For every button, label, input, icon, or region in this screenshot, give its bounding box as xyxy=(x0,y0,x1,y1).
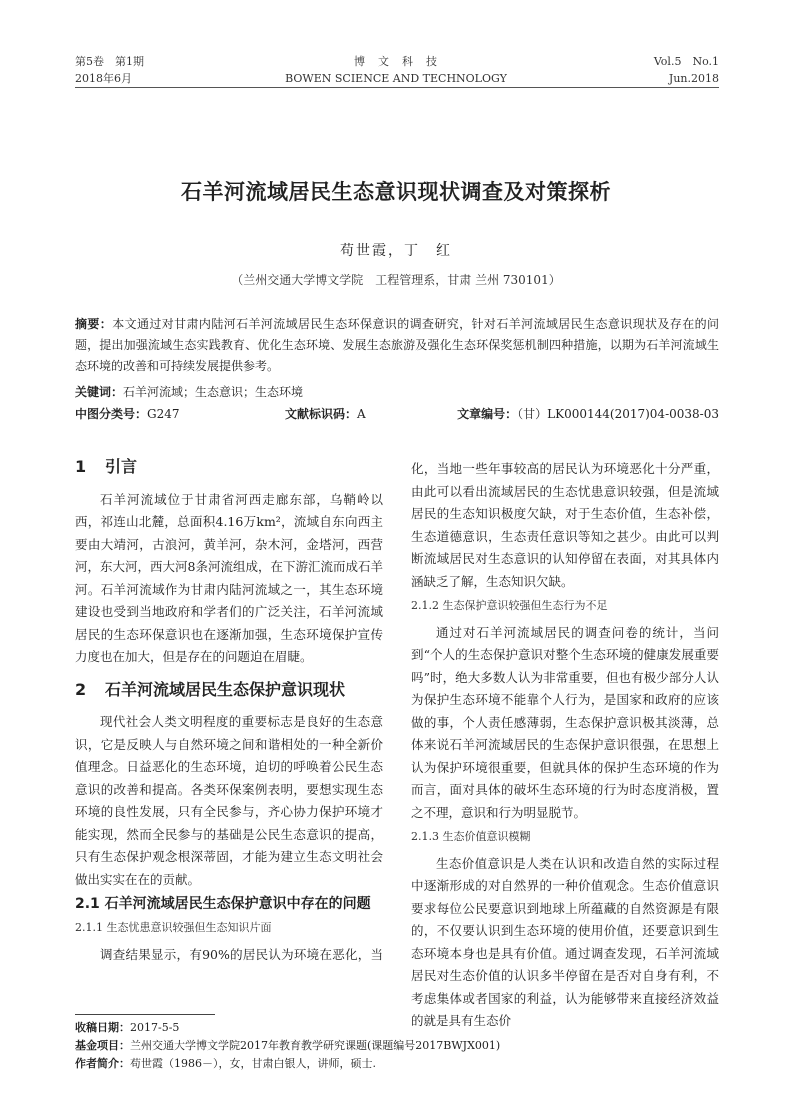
article-number-value: （甘）LK000144(2017)04-0038-03 xyxy=(517,407,719,421)
section-2-heading xyxy=(75,679,383,702)
header-rule xyxy=(75,87,719,88)
clc-label: 中图分类号： xyxy=(75,407,148,421)
header-journal-en: BOWEN SCIENCE AND TECHNOLOGY xyxy=(285,72,507,85)
received-label: 收稿日期： xyxy=(75,1021,130,1034)
section-1-title: 引言 xyxy=(105,457,138,476)
paper-title: 石羊河流域居民生态意识现状调查及对策探析 xyxy=(181,180,611,204)
author-bio-text: 苟世霞（1986－），女，甘肃白银人，讲师，硕士. xyxy=(130,1057,376,1070)
section-2-title: 石羊河流域居民生态保护意识现状 xyxy=(105,679,346,699)
paper-affiliation: （兰州交通大学博文学院 工程管理系，甘肃 兰州 730101） xyxy=(231,273,561,287)
abstract xyxy=(75,314,719,377)
received-date: 2017-5-5 xyxy=(130,1021,180,1034)
header-date-en: Jun.2018 xyxy=(668,72,719,85)
keywords-text: 石羊河流域；生态意识；生态环境 xyxy=(123,385,304,399)
section-1-paragraph: 石羊河流域位于甘肃省河西走廊东部，乌鞘岭以西，祁连山北麓，总面积4.16万km²，流域自东向西主要由大靖河，古浪河，黄羊河，杂木河，金塔河，西营河，东大河，西大河8条河流组成，在下游汇流而成石羊河。石羊河流域作为甘肃内陆河流域之一，其生态环境建设也受到当地政府和学者们的广泛关注，石羊河流域居民的生态环保意识也在逐渐加强，生态环境保护宣传力度也在加大，但是存在的问题迫在眉睫。 xyxy=(75,491,383,664)
paper-authors: 苟世霞，丁 红 xyxy=(340,243,452,259)
clc-value: G247 xyxy=(147,407,180,421)
section-2-paragraph: 现代社会人类文明程度的重要标志是良好的生态意识，它是反映人与自然环境之间和谐相处的一种全新价值理念。日益恶化的生态环境，迫切的呼唤着公民生态意识的改善和提高。各类环保案例表明，要想实现生态环境的良性发展，只有全民参与，齐心协力保护环境才能实现，然而全民参与的基础是公民生态意识的提高，只有生态保护观念根深蒂固，才能为建立生态文明社会做出实实在在的贡献。 xyxy=(75,714,383,887)
section-2-1-3-paragraph: 生态价值意识是人类在认识和改造自然的实际过程中逐渐形成的对自然界的一种价值观念。生态价值意识要求每位公民要意识到地球上所蕴藏的自然资源是有限的，不仅要认识到生态环境的使用价值，还要意识到生态环境本身也是具有价值。通过调查发现，石羊河流域居民对生态价值的认识多半停留在是否对自身有利，不考虑集体或者国家的利益，认为能够带来直接经济效益的就是具有生态价 xyxy=(411,855,719,1028)
keywords xyxy=(75,383,303,400)
header-volume: 第5卷 第1期 xyxy=(75,55,144,68)
section-1-number: 1 xyxy=(75,457,87,476)
abstract-label: 摘要： xyxy=(75,317,113,331)
section-2-1-2-heading: 2.1.2 生态保护意识较强但生态行为不足 xyxy=(411,599,608,612)
doc-code-label: 文献标识码： xyxy=(285,407,358,421)
author-bio-label: 作者简介： xyxy=(75,1057,130,1070)
article-number xyxy=(457,405,719,422)
section-2-1-1-heading: 2.1.1 生态忧患意识较强但生态知识片面 xyxy=(75,921,272,934)
section-2-number: 2 xyxy=(75,679,87,699)
section-2-1-2-paragraph: 通过对石羊河流域居民的调查问卷的统计，当问到“个人的生态保护意识对整个生态环境的健康发展重要吗”时，绝大多数人认为非常重要，但也有极少部分人认为保护生态环境不能靠个人行为，是国家和政府的应该做的事，个人责任感薄弱，生态保护意识极其淡薄，总体来说石羊河流域居民的生态保护意识很强，在思想上认为保护环境很重要，但就具体的保护生态环境的作为而言，面对具体的破坏生态环境的行为时态度消极，置之不理，意识和行为明显脱节。 xyxy=(411,624,719,820)
doc-code-value: A xyxy=(357,407,366,421)
article-number-label: 文章编号： xyxy=(457,407,518,421)
section-2-1-1-paragraph: 调查结果显示，有90%的居民认为环境在恶化，当 xyxy=(100,946,383,962)
clc-number xyxy=(75,405,180,422)
header-volume-en: Vol.5 No.1 xyxy=(653,55,719,68)
section-2-1-heading: 2.1 石羊河流域居民生态保护意识中存在的问题 xyxy=(75,896,371,912)
left-column xyxy=(75,450,383,966)
footnote-author xyxy=(75,1057,719,1071)
fund-label: 基金项目： xyxy=(75,1039,130,1052)
keywords-label: 关键词： xyxy=(75,385,124,399)
section-2-1-1-continued: 化，当地一些年事较高的居民认为环境恶化十分严重，由此可以看出流域居民的生态忧患意识较强，但是流域居民的生态知识极度欠缺，对于生态价值，生态补偿，生态道德意识，生态责任意识等知之甚少。由此可以判断流域居民对生态意识的认知停留在表面，对其具体内涵缺乏了解，生态知识欠缺。 xyxy=(411,461,719,589)
section-1-heading xyxy=(75,456,383,479)
fund-text: 兰州交通大学博文学院2017年教育教学研究课题(课题编号2017BWJX001) xyxy=(130,1039,501,1052)
header-date: 2018年6月 xyxy=(75,72,132,85)
footnote-fund xyxy=(75,1039,719,1053)
document-code xyxy=(285,405,366,422)
footnote-rule xyxy=(75,1014,215,1015)
header-journal-cn: 博 文 科 技 xyxy=(354,55,438,68)
abstract-text: 本文通过对甘肃内陆河石羊河流域居民生态环保意识的调查研究，针对石羊河流域居民生态意识现状及存在的问题，提出加强流域生态实践教育、优化生态环境、发展生态旅游及强化生态环保奖惩机制四种措施，以期为石羊河流域生态环境的改善和可持续发展提供参考。 xyxy=(75,317,719,373)
footnote-received xyxy=(75,1021,719,1035)
section-2-1-3-heading: 2.1.3 生态价值意识模糊 xyxy=(411,830,531,843)
right-column xyxy=(411,458,719,1033)
